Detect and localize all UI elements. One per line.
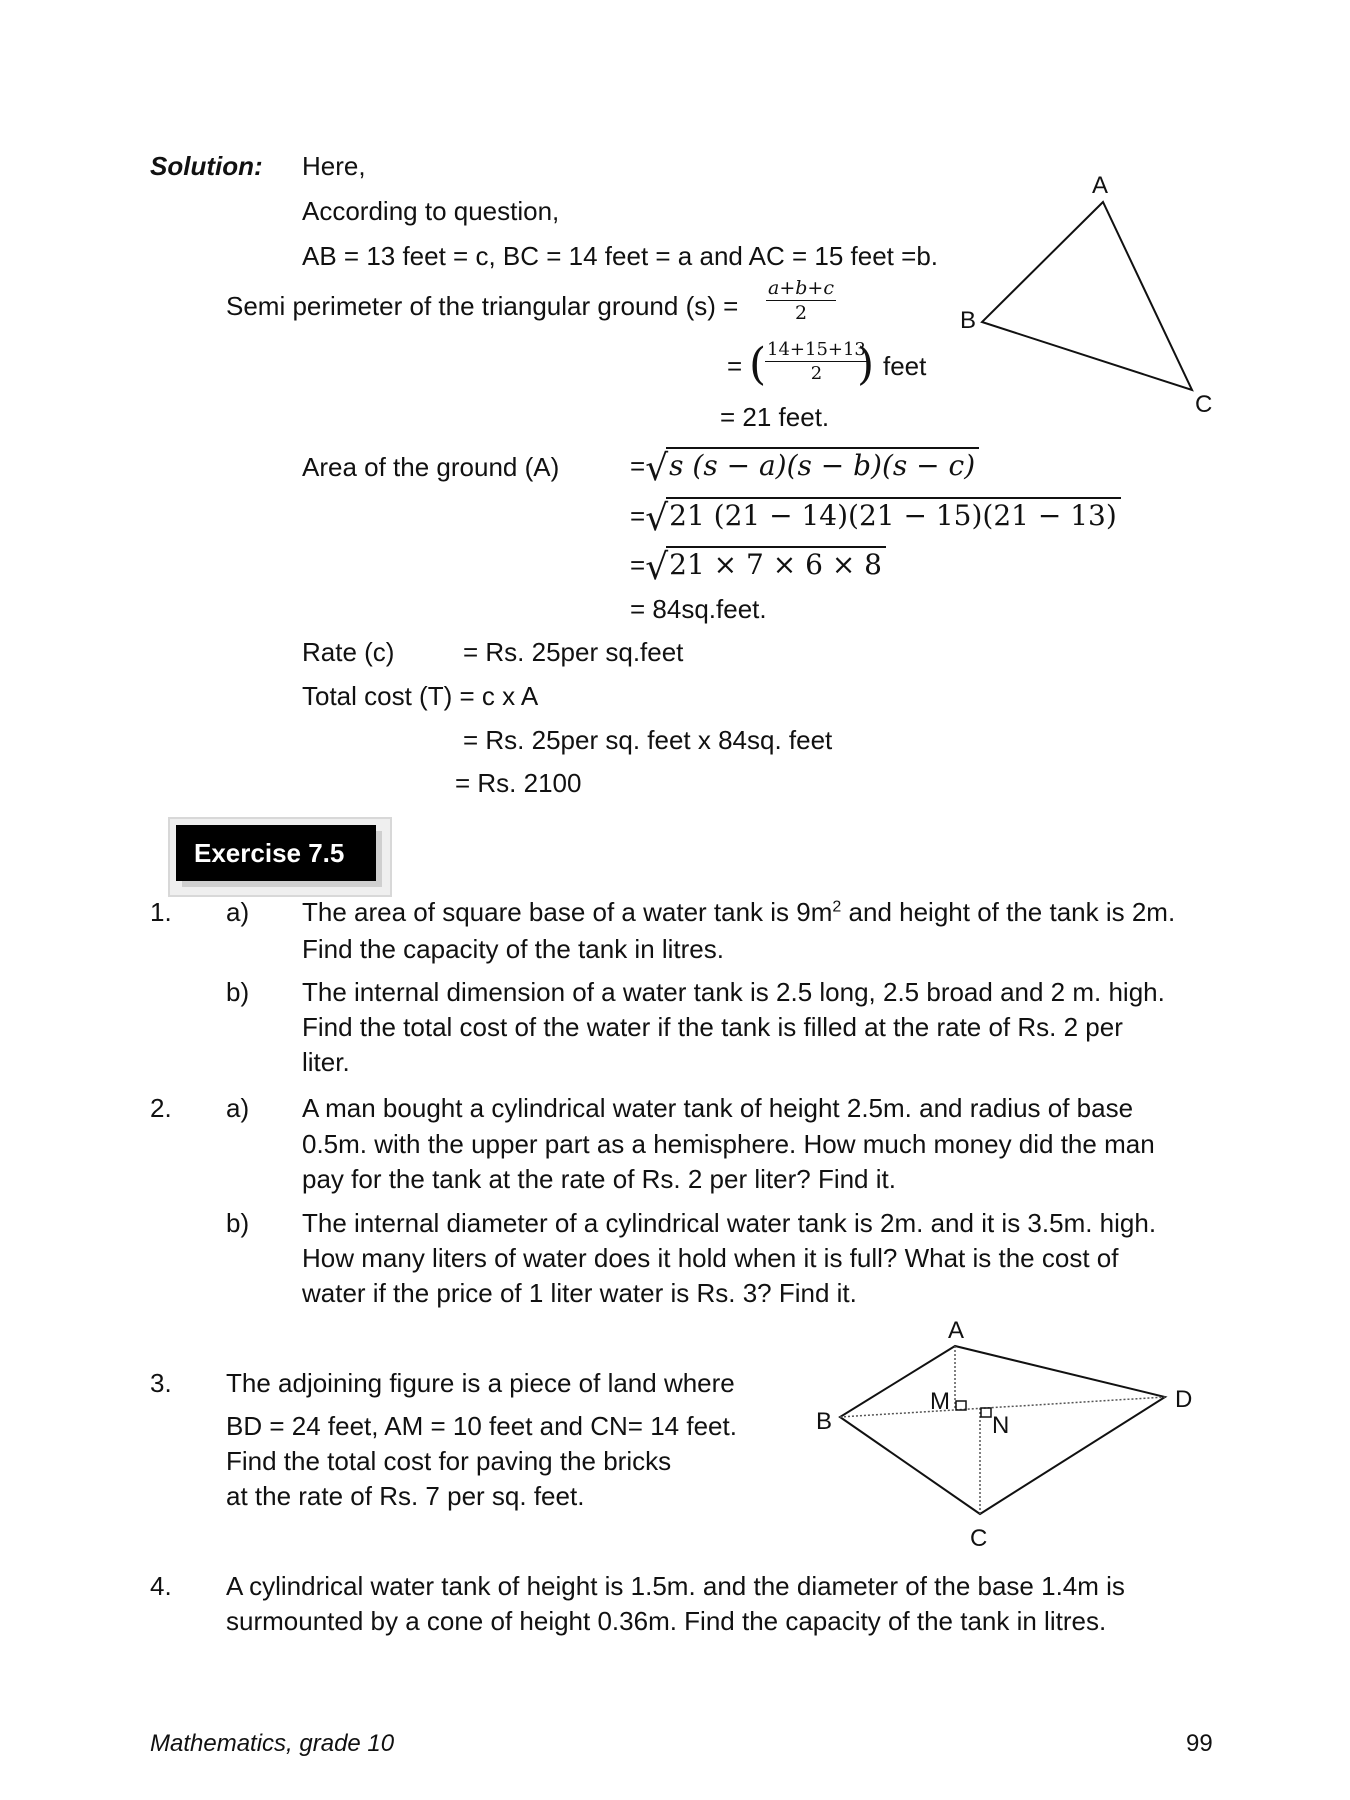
q1a-line2: Find the capacity of the tank in litres. — [302, 934, 724, 964]
area-result: = 84sq.feet. — [630, 594, 767, 624]
semi-perimeter-label: Semi perimeter of the triangular ground (s) = — [226, 291, 739, 321]
q2b-line1: The internal diameter of a cylindrical water tank is 2m. and it is 3.5m. high. — [302, 1208, 1157, 1238]
quad-vertex-b: B — [816, 1408, 833, 1435]
quad-vertex-a: A — [948, 1317, 965, 1344]
area-eq1-radicand: s (s − a)(s − b)(s − c) — [666, 447, 979, 483]
rate-value: = Rs. 25per sq.feet — [463, 637, 684, 667]
q1b-line2: Find the total cost of the water if the tank is filled at the rate of Rs. 2 per — [302, 1012, 1123, 1042]
q1b-line3: liter. — [302, 1047, 350, 1077]
q3-line3: Find the total cost for paving the bricks — [226, 1446, 672, 1476]
step1-unit: feet — [883, 351, 927, 381]
area-eq3 — [630, 545, 886, 588]
solution-given: AB = 13 feet = c, BC = 14 feet = a and AC = 15 feet =b. — [302, 241, 938, 271]
exercise-title: Exercise 7.5 — [176, 825, 376, 881]
q2a-line2: 0.5m. with the upper part as a hemisphere. How much money did the man — [302, 1129, 1155, 1159]
semi-perimeter-fraction — [766, 278, 836, 324]
sqrt-icon: √ — [645, 498, 669, 539]
solution-here: Here, — [302, 151, 366, 181]
solution-according: According to question, — [302, 196, 560, 226]
area-eq1 — [630, 446, 979, 489]
quad-point-n: N — [992, 1412, 1010, 1439]
q2a-label: a) — [226, 1093, 250, 1123]
q3-line4: at the rate of Rs. 7 per sq. feet. — [226, 1481, 585, 1511]
triangle-vertex-c: C — [1195, 391, 1213, 418]
step1-numerator: 14+15+13 — [767, 339, 866, 360]
semi-fraction-denominator: 2 — [794, 301, 808, 324]
quad-point-m: M — [930, 1388, 950, 1415]
step2-result: = 21 feet. — [720, 402, 830, 432]
total-step: = Rs. 25per sq. feet x 84sq. feet — [463, 725, 833, 755]
right-angle-n-icon — [981, 1408, 991, 1417]
footer-subject: Mathematics, grade 10 — [150, 1730, 395, 1757]
q4-line2: surmounted by a cone of height 0.36m. Find the capacity of the tank in litres. — [226, 1606, 1107, 1636]
quad-vertex-c: C — [970, 1525, 988, 1552]
q2b-line2: How many liters of water does it hold when it is full? What is the cost of — [302, 1243, 1119, 1273]
sqrt-icon: √ — [645, 547, 669, 588]
q1a-label: a) — [226, 897, 250, 927]
area-eq2-radicand: 21 (21 − 14)(21 − 15)(21 − 13) — [666, 497, 1121, 533]
step1-fraction — [765, 340, 868, 384]
quadrilateral-figure — [810, 1300, 1210, 1560]
q2b-label: b) — [226, 1208, 250, 1238]
total-label: Total cost (T) = c x A — [302, 681, 539, 711]
page-number: 99 — [1186, 1730, 1213, 1757]
triangle-vertex-b: B — [960, 307, 977, 334]
q3-number: 3. — [150, 1368, 172, 1398]
semi-fraction-numerator: a+b+c — [768, 277, 834, 299]
q1a-line1 — [302, 898, 1175, 928]
q1-number: 1. — [150, 897, 172, 927]
area-eq2 — [630, 496, 1121, 539]
solution-label: Solution: — [150, 151, 263, 181]
step1-right-paren: ) — [857, 339, 875, 390]
quad-vertex-d: D — [1175, 1386, 1193, 1413]
q1b-label: b) — [226, 977, 250, 1007]
q3-line2: BD = 24 feet, AM = 10 feet and CN= 14 feet. — [226, 1411, 737, 1441]
q2a-line1: A man bought a cylindrical water tank of height 2.5m. and radius of base — [302, 1093, 1134, 1123]
sqrt-icon: √ — [645, 448, 669, 489]
triangle-vertex-a: A — [1092, 172, 1109, 199]
q2a-line3: pay for the tank at the rate of Rs. 2 per liter? Find it. — [302, 1164, 896, 1194]
step1-equals: = — [727, 351, 743, 381]
q4-line1: A cylindrical water tank of height is 1.5m. and the diameter of the base 1.4m is — [226, 1571, 1125, 1601]
rate-label: Rate (c) — [302, 637, 395, 667]
step1-denominator: 2 — [810, 362, 823, 384]
q2-number: 2. — [150, 1093, 172, 1123]
triangle-figure — [955, 160, 1215, 430]
area-eq3-equals: = — [630, 550, 646, 580]
total-result: = Rs. 2100 — [455, 768, 582, 798]
triangle-shape — [982, 202, 1192, 390]
q1a-text-start: The area of square base of a water tank is 9m — [302, 897, 833, 927]
area-label: Area of the ground (A) — [302, 452, 560, 482]
q4-number: 4. — [150, 1571, 172, 1601]
area-eq2-equals: = — [630, 501, 646, 531]
q2b-line3: water if the price of 1 liter water is Rs. 3? Find it. — [302, 1278, 857, 1308]
step1-left-paren: ( — [749, 339, 767, 390]
q1b-line1: The internal dimension of a water tank is 2.5 long, 2.5 broad and 2 m. high. — [302, 977, 1165, 1007]
q3-line1: The adjoining figure is a piece of land where — [226, 1368, 735, 1398]
q1a-text-end: and height of the tank is 2m. — [841, 897, 1176, 927]
area-eq1-equals: = — [630, 451, 646, 481]
q1a-superscript: 2 — [832, 898, 842, 916]
area-eq3-radicand: 21 × 7 × 6 × 8 — [666, 546, 886, 582]
